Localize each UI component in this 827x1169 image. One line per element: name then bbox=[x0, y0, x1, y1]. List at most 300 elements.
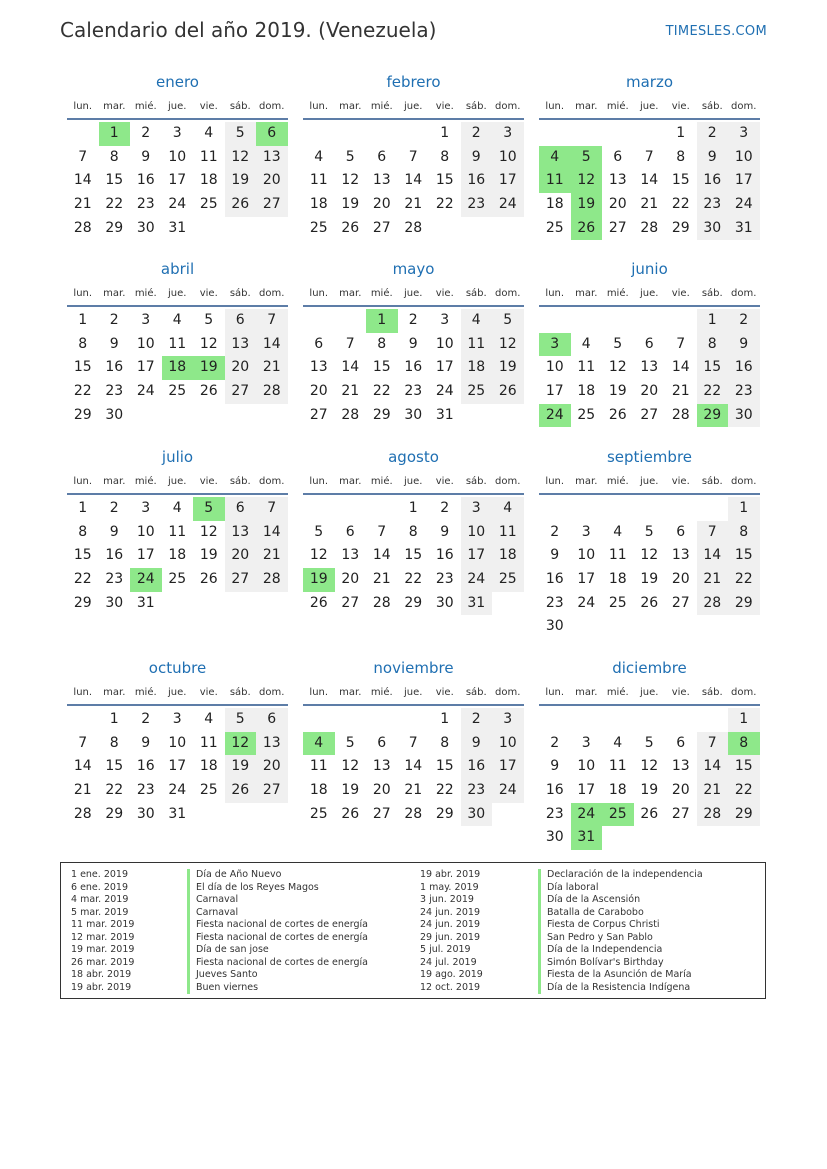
holiday-day: 12 bbox=[225, 732, 257, 756]
day-cell: 13 bbox=[608, 172, 627, 189]
day-cell: 15 bbox=[697, 356, 729, 380]
day-cell: 27 bbox=[256, 779, 288, 803]
day-cell: 7 bbox=[408, 148, 418, 165]
brand-link[interactable]: TIMESLES.COM bbox=[665, 24, 767, 39]
month-julio bbox=[67, 443, 288, 615]
day-cell: 23 bbox=[404, 383, 423, 400]
day-cell: 19 bbox=[341, 196, 360, 213]
weekday-label: mar. bbox=[575, 476, 598, 487]
day-cell: 1 bbox=[78, 500, 88, 516]
weekday-label: sáb. bbox=[229, 476, 251, 487]
day-cell: 3 bbox=[440, 312, 450, 328]
day-cell: 20 bbox=[225, 356, 257, 380]
day-cell: 19 bbox=[341, 782, 360, 799]
day-cell: 12 bbox=[640, 758, 659, 775]
days-grid bbox=[303, 497, 524, 615]
day-cell: 20 bbox=[372, 782, 391, 799]
holiday-date: 29 jun. 2019 bbox=[420, 931, 481, 943]
day-cell: 2 bbox=[550, 734, 560, 751]
day-cell: 10 bbox=[136, 335, 155, 352]
weekday-label: mar. bbox=[575, 687, 598, 698]
days-grid bbox=[539, 122, 760, 240]
day-cell: 10 bbox=[136, 523, 155, 540]
weekday-label: sáb. bbox=[229, 101, 251, 112]
day-cell: 30 bbox=[545, 618, 564, 635]
weekday-label: mar. bbox=[575, 101, 598, 112]
day-cell: 7 bbox=[256, 309, 288, 333]
day-cell: 6 bbox=[256, 708, 288, 732]
day-cell: 14 bbox=[404, 758, 423, 775]
empty-cell bbox=[335, 708, 367, 732]
day-cell: 20 bbox=[372, 196, 391, 213]
weekday-label: lun. bbox=[545, 288, 565, 299]
day-cell: 29 bbox=[728, 803, 760, 827]
day-cell: 19 bbox=[640, 782, 659, 799]
empty-cell bbox=[571, 497, 603, 521]
weekday-label: sáb. bbox=[465, 476, 487, 487]
day-cell: 13 bbox=[671, 758, 690, 775]
empty-cell bbox=[665, 497, 697, 521]
day-cell: 10 bbox=[492, 146, 524, 170]
holiday-day: 4 bbox=[303, 732, 335, 756]
day-cell: 20 bbox=[256, 755, 288, 779]
month-name: mayo bbox=[392, 260, 435, 278]
holiday-day: 19 bbox=[571, 193, 603, 217]
day-cell: 26 bbox=[199, 383, 218, 400]
day-cell: 11 bbox=[168, 523, 187, 540]
day-cell: 27 bbox=[256, 193, 288, 217]
day-cell: 21 bbox=[697, 779, 729, 803]
day-cell: 5 bbox=[345, 148, 355, 165]
days-grid bbox=[303, 309, 524, 427]
day-cell: 4 bbox=[581, 335, 591, 352]
day-cell: 1 bbox=[440, 711, 450, 727]
day-cell: 9 bbox=[697, 146, 729, 170]
day-cell: 2 bbox=[109, 312, 119, 328]
holiday-day: 1 bbox=[366, 309, 398, 333]
weekday-label: lun. bbox=[73, 476, 93, 487]
day-cell: 29 bbox=[372, 406, 391, 423]
day-cell: 22 bbox=[697, 380, 729, 404]
weekday-label: jue. bbox=[168, 101, 187, 112]
day-cell: 16 bbox=[105, 547, 124, 564]
month-name: febrero bbox=[386, 73, 441, 91]
empty-cell bbox=[634, 497, 666, 521]
day-cell: 22 bbox=[372, 383, 391, 400]
empty-cell bbox=[335, 497, 367, 521]
day-cell: 16 bbox=[461, 755, 493, 779]
day-cell: 12 bbox=[225, 146, 257, 170]
month-name: abril bbox=[160, 260, 195, 278]
weekday-label: mié. bbox=[370, 101, 393, 112]
day-cell: 26 bbox=[199, 571, 218, 588]
day-cell: 27 bbox=[225, 380, 257, 404]
weekday-label: mié. bbox=[606, 687, 629, 698]
day-cell: 31 bbox=[168, 219, 187, 236]
day-cell: 6 bbox=[676, 523, 686, 540]
weekday-label: dom. bbox=[495, 101, 521, 112]
day-cell: 19 bbox=[225, 169, 257, 193]
weekday-header bbox=[67, 471, 288, 493]
day-cell: 25 bbox=[545, 219, 564, 236]
legend-row bbox=[420, 894, 760, 907]
day-cell: 16 bbox=[136, 172, 155, 189]
day-cell: 8 bbox=[78, 335, 88, 352]
day-cell: 18 bbox=[608, 782, 627, 799]
holiday-day: 25 bbox=[602, 803, 634, 827]
day-cell: 23 bbox=[461, 193, 493, 217]
legend-row bbox=[71, 907, 411, 920]
day-cell: 9 bbox=[109, 335, 119, 352]
holiday-name: Carnaval bbox=[187, 907, 238, 920]
legend-row bbox=[71, 932, 411, 945]
day-cell: 4 bbox=[204, 125, 214, 141]
day-cell: 19 bbox=[199, 547, 218, 564]
day-cell: 8 bbox=[109, 734, 119, 751]
day-cell: 29 bbox=[404, 594, 423, 611]
day-cell: 26 bbox=[492, 380, 524, 404]
weekday-label: mié. bbox=[370, 288, 393, 299]
day-cell: 24 bbox=[435, 383, 454, 400]
weekday-label: mar. bbox=[339, 288, 362, 299]
weekday-label: mar. bbox=[103, 687, 126, 698]
weekday-label: dom. bbox=[495, 288, 521, 299]
day-cell: 9 bbox=[550, 547, 560, 564]
day-cell: 15 bbox=[435, 758, 454, 775]
legend-row bbox=[71, 982, 411, 995]
day-cell: 28 bbox=[404, 219, 423, 236]
weekday-label: jue. bbox=[640, 476, 659, 487]
holiday-day: 18 bbox=[162, 356, 194, 380]
day-cell: 8 bbox=[697, 333, 729, 357]
day-cell: 25 bbox=[199, 782, 218, 799]
day-cell: 25 bbox=[168, 383, 187, 400]
day-cell: 11 bbox=[309, 758, 328, 775]
holiday-day: 5 bbox=[193, 497, 225, 521]
day-cell: 27 bbox=[608, 219, 627, 236]
legend-row bbox=[71, 894, 411, 907]
holiday-date: 19 ago. 2019 bbox=[420, 969, 483, 980]
holiday-day: 26 bbox=[571, 217, 603, 241]
day-cell: 1 bbox=[676, 125, 686, 141]
day-cell: 5 bbox=[492, 309, 524, 333]
legend-row bbox=[420, 919, 760, 932]
holiday-day: 5 bbox=[571, 146, 603, 170]
weekday-label: dom. bbox=[731, 101, 757, 112]
day-cell: 15 bbox=[372, 359, 391, 376]
holiday-name: Fiesta de Corpus Christi bbox=[538, 919, 660, 932]
day-cell: 9 bbox=[440, 523, 450, 540]
day-cell: 21 bbox=[256, 544, 288, 568]
weekday-label: dom. bbox=[259, 101, 285, 112]
weekday-header bbox=[539, 682, 760, 704]
holiday-date: 19 mar. 2019 bbox=[71, 944, 135, 955]
day-cell: 20 bbox=[671, 782, 690, 799]
day-cell: 5 bbox=[644, 523, 654, 540]
day-cell: 18 bbox=[199, 172, 218, 189]
day-cell: 15 bbox=[73, 547, 92, 564]
weekday-label: mar. bbox=[339, 101, 362, 112]
weekday-label: mar. bbox=[103, 288, 126, 299]
month-mayo bbox=[303, 255, 524, 427]
day-cell: 23 bbox=[697, 193, 729, 217]
empty-cell bbox=[634, 122, 666, 146]
empty-cell bbox=[571, 708, 603, 732]
holiday-name: Día de la Resistencia Indígena bbox=[538, 982, 690, 995]
day-cell: 28 bbox=[341, 406, 360, 423]
day-cell: 12 bbox=[608, 359, 627, 376]
day-cell: 30 bbox=[105, 406, 124, 423]
day-cell: 27 bbox=[372, 219, 391, 236]
month-name: diciembre bbox=[612, 659, 687, 677]
weekday-label: lun. bbox=[309, 476, 329, 487]
weekday-label: dom. bbox=[495, 476, 521, 487]
day-cell: 25 bbox=[461, 380, 493, 404]
weekday-label: dom. bbox=[259, 687, 285, 698]
day-cell: 9 bbox=[408, 335, 418, 352]
day-cell: 25 bbox=[577, 406, 596, 423]
day-cell: 7 bbox=[345, 335, 355, 352]
day-cell: 13 bbox=[225, 521, 257, 545]
empty-cell bbox=[665, 309, 697, 333]
day-cell: 10 bbox=[168, 148, 187, 165]
month-name: julio bbox=[161, 448, 194, 466]
day-cell: 13 bbox=[640, 359, 659, 376]
month-name: junio bbox=[631, 260, 668, 278]
day-cell: 20 bbox=[309, 383, 328, 400]
day-cell: 11 bbox=[199, 734, 218, 751]
empty-cell bbox=[366, 497, 398, 521]
holiday-day: 11 bbox=[539, 169, 571, 193]
day-cell: 24 bbox=[461, 568, 493, 592]
days-grid bbox=[539, 708, 760, 850]
month-divider bbox=[539, 305, 760, 307]
day-cell: 2 bbox=[550, 523, 560, 540]
day-cell: 14 bbox=[640, 172, 659, 189]
weekday-label: jue. bbox=[404, 288, 423, 299]
weekday-label: sáb. bbox=[701, 288, 723, 299]
legend-row bbox=[420, 957, 760, 970]
day-cell: 8 bbox=[109, 148, 119, 165]
empty-cell bbox=[67, 708, 99, 732]
weekday-header bbox=[539, 96, 760, 118]
weekday-label: mié. bbox=[134, 687, 157, 698]
day-cell: 18 bbox=[199, 758, 218, 775]
day-cell: 24 bbox=[168, 782, 187, 799]
day-cell: 7 bbox=[408, 734, 418, 751]
day-cell: 17 bbox=[577, 571, 596, 588]
weekday-label: jue. bbox=[640, 288, 659, 299]
day-cell: 8 bbox=[78, 523, 88, 540]
day-cell: 20 bbox=[256, 169, 288, 193]
days-grid bbox=[539, 497, 760, 639]
holiday-date: 24 jul. 2019 bbox=[420, 956, 477, 968]
legend-row bbox=[71, 919, 411, 932]
weekday-label: vie. bbox=[199, 288, 218, 299]
day-cell: 11 bbox=[608, 758, 627, 775]
day-cell: 20 bbox=[608, 196, 627, 213]
day-cell: 28 bbox=[671, 406, 690, 423]
day-cell: 6 bbox=[345, 523, 355, 540]
day-cell: 22 bbox=[435, 782, 454, 799]
month-abril bbox=[67, 255, 288, 427]
empty-cell bbox=[634, 309, 666, 333]
day-cell: 30 bbox=[136, 805, 155, 822]
day-cell: 15 bbox=[105, 172, 124, 189]
day-cell: 15 bbox=[73, 359, 92, 376]
holiday-name: Jueves Santo bbox=[187, 969, 258, 982]
day-cell: 8 bbox=[408, 523, 418, 540]
day-cell: 30 bbox=[105, 594, 124, 611]
empty-cell bbox=[539, 122, 571, 146]
day-cell: 7 bbox=[256, 497, 288, 521]
day-cell: 15 bbox=[728, 544, 760, 568]
day-cell: 21 bbox=[73, 782, 92, 799]
day-cell: 17 bbox=[492, 169, 524, 193]
legend-row bbox=[71, 957, 411, 970]
day-cell: 28 bbox=[697, 803, 729, 827]
day-cell: 14 bbox=[372, 547, 391, 564]
legend-row bbox=[71, 869, 411, 882]
month-noviembre bbox=[303, 654, 524, 826]
holiday-day: 12 bbox=[571, 169, 603, 193]
day-cell: 18 bbox=[577, 383, 596, 400]
weekday-header bbox=[303, 96, 524, 118]
day-cell: 1 bbox=[78, 312, 88, 328]
day-cell: 2 bbox=[440, 500, 450, 516]
day-cell: 9 bbox=[461, 146, 493, 170]
day-cell: 7 bbox=[78, 148, 88, 165]
empty-cell bbox=[539, 309, 571, 333]
weekday-label: dom. bbox=[731, 687, 757, 698]
day-cell: 29 bbox=[728, 592, 760, 616]
holiday-date: 18 abr. 2019 bbox=[71, 969, 132, 980]
day-cell: 3 bbox=[172, 125, 182, 141]
day-cell: 15 bbox=[435, 172, 454, 189]
weekday-label: vie. bbox=[435, 288, 454, 299]
weekday-header bbox=[303, 682, 524, 704]
day-cell: 3 bbox=[172, 711, 182, 727]
weekday-header bbox=[539, 283, 760, 305]
holiday-date: 4 mar. 2019 bbox=[71, 894, 129, 905]
day-cell: 16 bbox=[545, 571, 564, 588]
day-cell: 29 bbox=[73, 594, 92, 611]
weekday-label: sáb. bbox=[465, 101, 487, 112]
day-cell: 24 bbox=[492, 779, 524, 803]
weekday-label: lun. bbox=[73, 101, 93, 112]
day-cell: 22 bbox=[728, 568, 760, 592]
day-cell: 12 bbox=[341, 172, 360, 189]
day-cell: 22 bbox=[671, 196, 690, 213]
day-cell: 1 bbox=[728, 497, 760, 521]
legend-row bbox=[71, 969, 411, 982]
holiday-date: 12 oct. 2019 bbox=[420, 981, 481, 993]
empty-cell bbox=[303, 708, 335, 732]
holiday-name: Fiesta nacional de cortes de energía bbox=[187, 919, 368, 932]
day-cell: 7 bbox=[644, 148, 654, 165]
day-cell: 10 bbox=[461, 521, 493, 545]
day-cell: 16 bbox=[105, 359, 124, 376]
day-cell: 1 bbox=[728, 708, 760, 732]
weekday-label: mié. bbox=[134, 288, 157, 299]
weekday-label: lun. bbox=[73, 687, 93, 698]
holiday-date: 3 jun. 2019 bbox=[420, 894, 474, 905]
day-cell: 22 bbox=[728, 779, 760, 803]
day-cell: 20 bbox=[640, 383, 659, 400]
day-cell: 27 bbox=[372, 805, 391, 822]
holiday-day: 29 bbox=[697, 404, 729, 428]
holiday-date: 5 mar. 2019 bbox=[71, 906, 129, 918]
day-cell: 27 bbox=[225, 568, 257, 592]
day-cell: 11 bbox=[492, 521, 524, 545]
empty-cell bbox=[366, 708, 398, 732]
day-cell: 28 bbox=[404, 805, 423, 822]
day-cell: 23 bbox=[545, 805, 564, 822]
day-cell: 11 bbox=[168, 335, 187, 352]
weekday-label: sáb. bbox=[701, 476, 723, 487]
legend-row bbox=[420, 944, 760, 957]
day-cell: 31 bbox=[168, 805, 187, 822]
weekday-label: vie. bbox=[199, 101, 218, 112]
day-cell: 3 bbox=[581, 523, 591, 540]
day-cell: 28 bbox=[73, 219, 92, 236]
weekday-header bbox=[539, 471, 760, 493]
day-cell: 9 bbox=[550, 758, 560, 775]
day-cell: 4 bbox=[613, 734, 623, 751]
holiday-name: Batalla de Carabobo bbox=[538, 907, 644, 920]
month-name: octubre bbox=[148, 659, 207, 677]
day-cell: 25 bbox=[608, 594, 627, 611]
holiday-day: 4 bbox=[539, 146, 571, 170]
days-grid bbox=[67, 309, 288, 427]
day-cell: 22 bbox=[73, 571, 92, 588]
holiday-date: 26 mar. 2019 bbox=[71, 956, 135, 968]
day-cell: 17 bbox=[728, 169, 760, 193]
weekday-label: sáb. bbox=[701, 687, 723, 698]
day-cell: 6 bbox=[225, 497, 257, 521]
legend-column bbox=[71, 869, 411, 994]
day-cell: 2 bbox=[697, 122, 729, 146]
empty-cell bbox=[303, 122, 335, 146]
day-cell: 11 bbox=[199, 148, 218, 165]
weekday-label: dom. bbox=[259, 476, 285, 487]
day-cell: 23 bbox=[435, 571, 454, 588]
day-cell: 31 bbox=[136, 594, 155, 611]
day-cell: 28 bbox=[256, 380, 288, 404]
day-cell: 12 bbox=[341, 758, 360, 775]
day-cell: 17 bbox=[136, 547, 155, 564]
empty-cell bbox=[67, 122, 99, 146]
day-cell: 19 bbox=[492, 356, 524, 380]
day-cell: 30 bbox=[461, 803, 493, 827]
empty-cell bbox=[571, 309, 603, 333]
day-cell: 27 bbox=[640, 406, 659, 423]
weekday-label: mar. bbox=[339, 687, 362, 698]
day-cell: 26 bbox=[225, 779, 257, 803]
holiday-name: Simón Bolívar's Birthday bbox=[538, 957, 664, 970]
day-cell: 1 bbox=[440, 125, 450, 141]
day-cell: 18 bbox=[309, 196, 328, 213]
empty-cell bbox=[602, 309, 634, 333]
day-cell: 21 bbox=[404, 196, 423, 213]
day-cell: 26 bbox=[341, 805, 360, 822]
day-cell: 24 bbox=[168, 196, 187, 213]
day-cell: 2 bbox=[728, 309, 760, 333]
day-cell: 17 bbox=[461, 544, 493, 568]
day-cell: 11 bbox=[608, 547, 627, 564]
holiday-date: 19 abr. 2019 bbox=[420, 869, 481, 880]
holiday-day: 31 bbox=[571, 826, 603, 850]
